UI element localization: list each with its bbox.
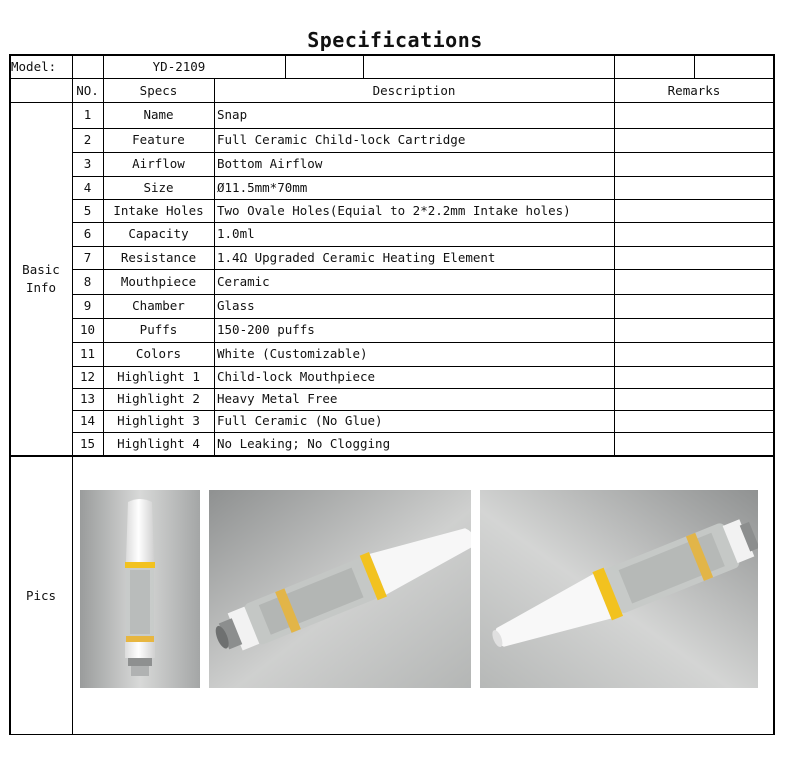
row-no: 4 xyxy=(83,180,92,195)
row-spec: Highlight 4 xyxy=(117,436,200,451)
row-no: 9 xyxy=(83,298,92,313)
row-no: 5 xyxy=(83,203,92,218)
table-row-rule xyxy=(72,342,774,343)
group-label-info: Info xyxy=(25,280,57,295)
header-specs: Specs xyxy=(139,83,178,98)
page-title: Specifications xyxy=(307,28,483,52)
model-label: Model: xyxy=(11,59,57,74)
row-no: 6 xyxy=(83,226,92,241)
row-description: White (Customizable) xyxy=(217,346,368,361)
row-spec: Chamber xyxy=(132,298,185,313)
row-no: 3 xyxy=(83,156,92,171)
row-spec: Highlight 3 xyxy=(117,413,200,428)
row-no: 13 xyxy=(79,391,96,406)
row-spec: Colors xyxy=(135,346,182,361)
table-right-border xyxy=(773,54,775,735)
row-description: Bottom Airflow xyxy=(217,156,323,171)
table-row-rule xyxy=(72,176,774,177)
row-no: 8 xyxy=(83,274,92,289)
table-rule xyxy=(10,102,774,103)
table-row-rule xyxy=(72,410,774,411)
row-spec: Resistance xyxy=(120,250,197,265)
row-spec: Size xyxy=(143,180,174,195)
table-row-rule xyxy=(72,199,774,200)
table-rule xyxy=(614,78,615,455)
row-description: Ø11.5mm*70mm xyxy=(217,180,308,195)
product-photo-vertical xyxy=(80,490,200,688)
row-description: Two Ovale Holes(Equial to 2*2.2mm Intake holes) xyxy=(217,203,571,218)
table-row-rule xyxy=(72,366,774,367)
row-spec: Name xyxy=(143,107,174,122)
header-remarks: Remarks xyxy=(667,83,721,98)
table-row-rule xyxy=(72,128,774,129)
row-description: Full Ceramic Child-lock Cartridge xyxy=(217,132,466,147)
table-row-rule xyxy=(72,152,774,153)
row-description: 1.0ml xyxy=(217,226,255,241)
row-no: 2 xyxy=(83,132,92,147)
row-description: Snap xyxy=(217,107,248,122)
row-spec: Mouthpiece xyxy=(120,274,197,289)
table-row-rule xyxy=(72,432,774,433)
row-description: Glass xyxy=(217,298,255,313)
row-spec: Capacity xyxy=(128,226,189,241)
table-bottom-border xyxy=(10,734,775,735)
table-rule xyxy=(694,54,695,78)
table-rule xyxy=(363,54,364,78)
row-description: Ceramic xyxy=(217,274,270,289)
row-spec: Intake Holes xyxy=(113,203,204,218)
row-no: 11 xyxy=(79,346,96,361)
row-description: 150-200 puffs xyxy=(217,322,315,337)
table-top-border xyxy=(10,54,774,56)
row-description: Child-lock Mouthpiece xyxy=(217,369,376,384)
row-no: 12 xyxy=(79,369,96,384)
table-rule xyxy=(285,54,286,78)
table-row-rule xyxy=(72,269,774,270)
row-no: 1 xyxy=(83,107,92,122)
table-row-rule xyxy=(72,294,774,295)
table-row-rule xyxy=(72,388,774,389)
row-spec: Puffs xyxy=(139,322,178,337)
header-description: Description xyxy=(372,83,456,98)
row-no: 7 xyxy=(83,250,92,265)
row-spec: Feature xyxy=(132,132,185,147)
table-left-border xyxy=(9,54,11,735)
section-divider xyxy=(10,455,774,457)
group-label-pics: Pics xyxy=(25,588,57,603)
table-rule xyxy=(10,78,774,79)
table-row-rule xyxy=(72,222,774,223)
table-row-rule xyxy=(72,246,774,247)
row-no: 14 xyxy=(79,413,96,428)
row-no: 15 xyxy=(79,436,96,451)
table-rule xyxy=(614,54,615,78)
row-description: 1.4Ω Upgraded Ceramic Heating Element xyxy=(217,250,496,265)
row-description: Full Ceramic (No Glue) xyxy=(217,413,383,428)
row-description: Heavy Metal Free xyxy=(217,391,338,406)
product-photo-angled-right xyxy=(480,490,758,688)
row-description: No Leaking; No Clogging xyxy=(217,436,391,451)
header-no: NO. xyxy=(76,83,99,98)
row-no: 10 xyxy=(79,322,96,337)
model-value: YD-2109 xyxy=(152,59,206,74)
table-row-rule xyxy=(72,318,774,319)
product-photo-angled-left xyxy=(209,490,471,688)
row-spec: Highlight 1 xyxy=(117,369,200,384)
table-rule xyxy=(214,78,215,455)
row-spec: Highlight 2 xyxy=(117,391,200,406)
row-spec: Airflow xyxy=(132,156,185,171)
group-label-basic: Basic xyxy=(22,262,60,277)
